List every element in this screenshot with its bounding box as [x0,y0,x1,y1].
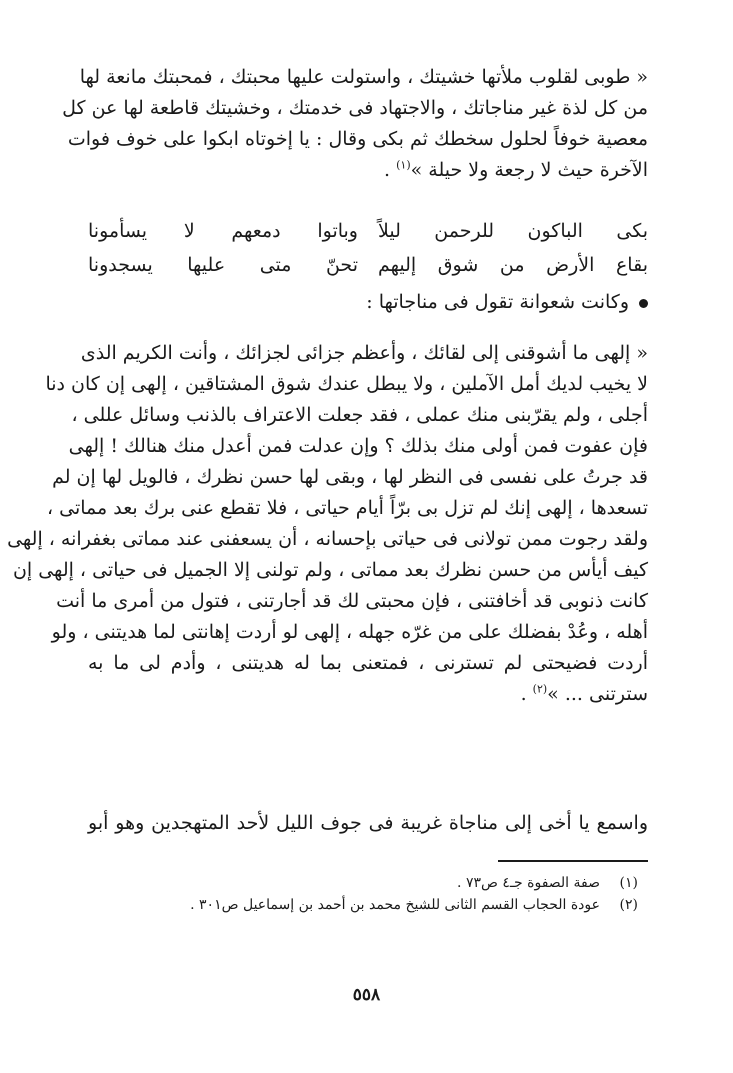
footnote-text: صفة الصفوة جـ٤ ص٧٣ . [457,875,600,891]
poem-second-hemistich: وباتوا دمعهم لا يسأمونا [88,220,358,242]
text-line-content: سترتنى ... » [547,683,648,705]
paragraph-3 [88,808,648,839]
bullet-text: وكانت شعوانة تقول فى مناجاتها : [366,291,629,313]
text-line: أردت فضيحتى لم تسترنى ، فمتعنى بما له هديتنى ، وأدم لى ما به [88,652,648,674]
text-line: « إلهى ما أشوقنى إلى لقائك ، وأعظم جزائى لجزائك ، وأنت الكريم الذى [80,342,648,364]
footnote [88,872,638,894]
line-tail: . [520,683,533,705]
poem-second-hemistich: تحنّ متى عليها يسجدونا [88,254,358,276]
text-line: فإن عفوت فمن أولى منك بذلك ؟ وإن عدلت فمن أعدل منك هنالك ! إلهى [68,435,648,457]
text-line: كيف أيأس من حسن نظرك بعد مماتى ، ولم تولنى إلا الجميل فى حياتى ، إلهى إن [12,559,648,581]
text-line: أجلى ، ولم يقرّبنى منك عملى ، فقد جعلت الاعتراف بالذنب وسائل عللى ، [71,404,648,426]
footnote-number: (١) [619,875,638,891]
text-line: قد جرتُ على نفسى فى النظر لها ، وبقى لها حسن نظرك ، فالويل لها إن لم [52,466,648,488]
text-line [88,679,648,710]
footnote-divider [498,860,648,862]
text-line [88,155,648,186]
text-line: « طوبى لقلوب ملأتها خشيتك ، واستولت عليها محبتك ، فمحبتك مانعة لها [79,66,648,88]
poem-verse [88,248,648,282]
footnote-text: عودة الحجاب القسم الثانى للشيخ محمد بن أحمد بن إسماعيل ص٣٠١ . [190,897,600,913]
paragraph-1 [62,62,648,186]
footnote-ref-2: (٢) [532,682,548,696]
footnote [88,894,638,916]
text-line-content: الآخرة حيث لا رجعة ولا حيلة » [410,159,648,181]
paragraph-2 [7,338,648,710]
footnote-number: (٢) [619,897,638,913]
footnote-ref-1: (١) [396,158,411,172]
text-line: معصية خوفاً لحلول سخطك ثم بكى وقال : يا إخوتاه ابكوا على خوف فوات [67,128,648,150]
text-line: ولقد رجوت ممن تولانى فى حياتى بإحسانه ، أن يسعفنى عند مماتى بغفرانه ، إلهى [7,528,648,550]
text-line: واسمع يا أخى إلى مناجاة غريبة فى جوف الليل لأحد المتهجدين وهو أبو [88,812,648,834]
poem [88,214,648,282]
bullet-line [88,287,648,318]
text-line: أهله ، وعُدْ بفضلك على من غرّه جهله ، إلهى لو أردت إهانتى لما هديتنى ، ولو [51,621,648,643]
page-number: ٥٥٨ [352,985,381,1005]
text-line: كانت ذنوبى قد أخافتنى ، فإن محبتى لك قد أجارتنى ، فتول من أمرى ما أنت [56,590,648,612]
poem-verse [88,214,648,248]
line-tail: . [384,159,397,181]
poem-first-hemistich: بكى الباكون للرحمن ليلاً [378,220,648,242]
text-line: لا يخيب لديك أمل الآملين ، ولا يبطل عندك شوق المشتاقين ، إلهى إن كان دنا [45,373,648,395]
poem-first-hemistich: بقاع الأرض من شوق إليهم [378,254,648,276]
text-line: تسعدها ، إلهى إنك لم تزل بى برّاً أيام حياتى ، فلا تقطع عنى برك بعد مماتى ، [46,497,648,519]
text-line: من كل لذة غير مناجاتك ، والاجتهاد فى خدمتك ، وخشيتك قاطعة لها عن كل [62,97,648,119]
bullet-icon [639,299,648,308]
footnotes [88,872,638,916]
